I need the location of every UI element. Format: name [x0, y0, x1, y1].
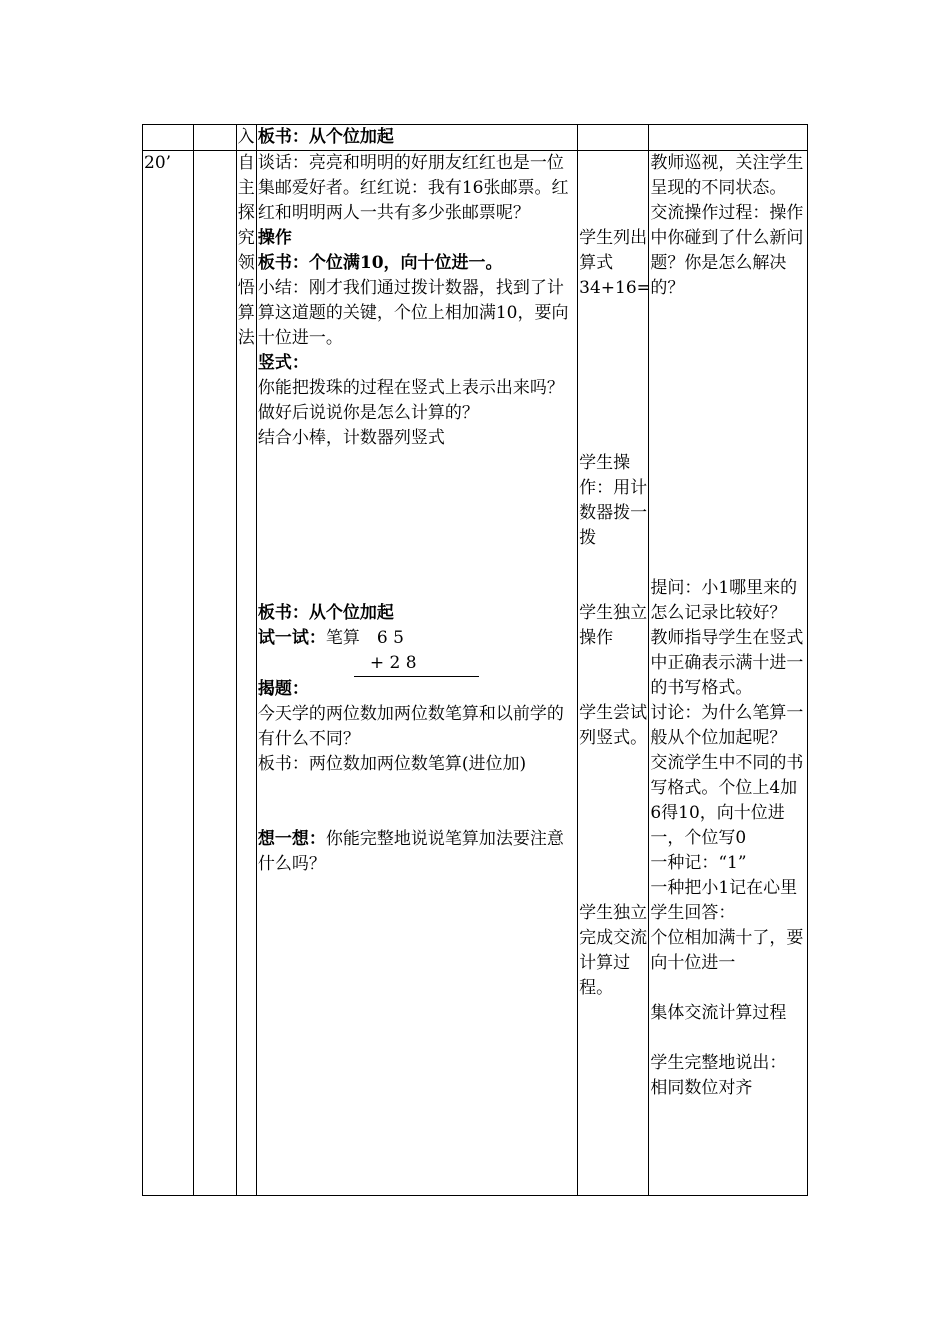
vertical-heading: 竖式： [257, 353, 309, 373]
board-note: 板书：从个位加起 [257, 127, 394, 147]
student-activity: 学生独立完成交流计算过程。 [579, 903, 648, 998]
content-cell [256, 125, 577, 151]
vertical-hint: 结合小棒，计数器列竖式 [257, 428, 445, 448]
phase-cell [236, 125, 256, 151]
teacher-activity: 相同数位对齐 [650, 1078, 753, 1098]
teacher-activity: 怎么记录比较好？ [650, 603, 787, 623]
phase-char: 自 [237, 153, 255, 173]
try-problem: 笔算 6 5 [325, 628, 404, 648]
phase-char: 探 [237, 203, 255, 223]
blank-cell [193, 151, 236, 1196]
teacher-activity: 教师指导学生在竖式中正确表示满十进一的书写格式。 [650, 628, 804, 698]
student-cell [578, 125, 649, 151]
teacher-activity: 学生回答： [650, 903, 736, 923]
phase-char: 主 [237, 178, 255, 198]
teacher-activity: 一种把小1记在心里 [650, 878, 798, 898]
teacher-cell [649, 151, 808, 1196]
try-addend: + 2 8 [369, 653, 417, 673]
table-row [143, 125, 808, 151]
teacher-activity: 学生完整地说出： [650, 1053, 787, 1073]
think-label: 想一想： [257, 829, 326, 849]
table-row [143, 151, 808, 1196]
time-cell [143, 151, 194, 1196]
student-cell [578, 151, 649, 1196]
phase-char: 算 [237, 303, 255, 323]
vertical-question: 你能把拨珠的过程在竖式上表示出来吗？做好后说说你是怎么计算的？ [257, 378, 564, 423]
board-note: 板书：从个位加起 [257, 603, 394, 623]
phase-char: 究 [237, 228, 255, 248]
try-label: 试一试： [257, 628, 326, 648]
phase-char: 领 [237, 253, 255, 273]
reveal-heading: 揭题： [257, 679, 309, 699]
reveal-question: 今天学的两位数加两位数笔算和以前学的有什么不同？ [257, 704, 564, 749]
board-note: 板书：两位数加两位数笔算(进位加) [257, 754, 527, 774]
phase-char: 入 [237, 127, 255, 147]
summary-paragraph: 小结：刚才我们通过拨计数器，找到了计算这道题的关键，个位上相加满10，要向十位进一。 [257, 278, 569, 348]
phase-char: 悟 [237, 278, 255, 298]
teacher-activity: 讨论：为什么笔算一般从个位加起呢？ [650, 703, 804, 748]
teacher-activity: 交流操作过程：操作中你碰到了什么新问题？你是怎么解决的？ [650, 203, 804, 298]
think-question: 你能完整地说说笔算加法要注意什么吗？ [257, 829, 564, 874]
teacher-activity: 提问：小1哪里来的 [650, 578, 798, 598]
teacher-activity: 教师巡视，关注学生呈现的不同状态。 [650, 153, 804, 198]
time-label: 20’ [144, 153, 172, 173]
teacher-activity: 一种记：“1” [650, 853, 747, 873]
teacher-activity: 集体交流计算过程 [650, 1003, 787, 1023]
operate-heading: 操作 [257, 228, 292, 248]
try-second-line [354, 651, 479, 677]
teacher-activity: 交流学生中不同的书写格式。个位上4加6得10，向十位进一，个位写0 [650, 753, 804, 848]
student-activity: 学生独立操作 [579, 603, 648, 648]
student-activity: 学生列出算式34+16= [579, 228, 651, 298]
phase-char: 法 [237, 328, 255, 348]
teacher-activity: 个位相加满十了，要向十位进一 [650, 928, 804, 973]
student-activity: 学生尝试列竖式。 [579, 703, 648, 748]
lesson-plan-table [142, 124, 808, 1196]
blank-cell [193, 125, 236, 151]
time-cell [143, 125, 194, 151]
teacher-cell [649, 125, 808, 151]
board-note: 板书：个位满10，向十位进一。 [257, 253, 503, 273]
phase-cell [236, 151, 256, 1196]
student-activity: 学生操作：用计数器拨一拨 [579, 453, 648, 548]
content-cell [256, 151, 577, 1196]
talk-paragraph: 谈话：亮亮和明明的好朋友红红也是一位集邮爱好者。红红说：我有16张邮票。红红和明明两人一共有多少张邮票呢？ [257, 153, 569, 223]
